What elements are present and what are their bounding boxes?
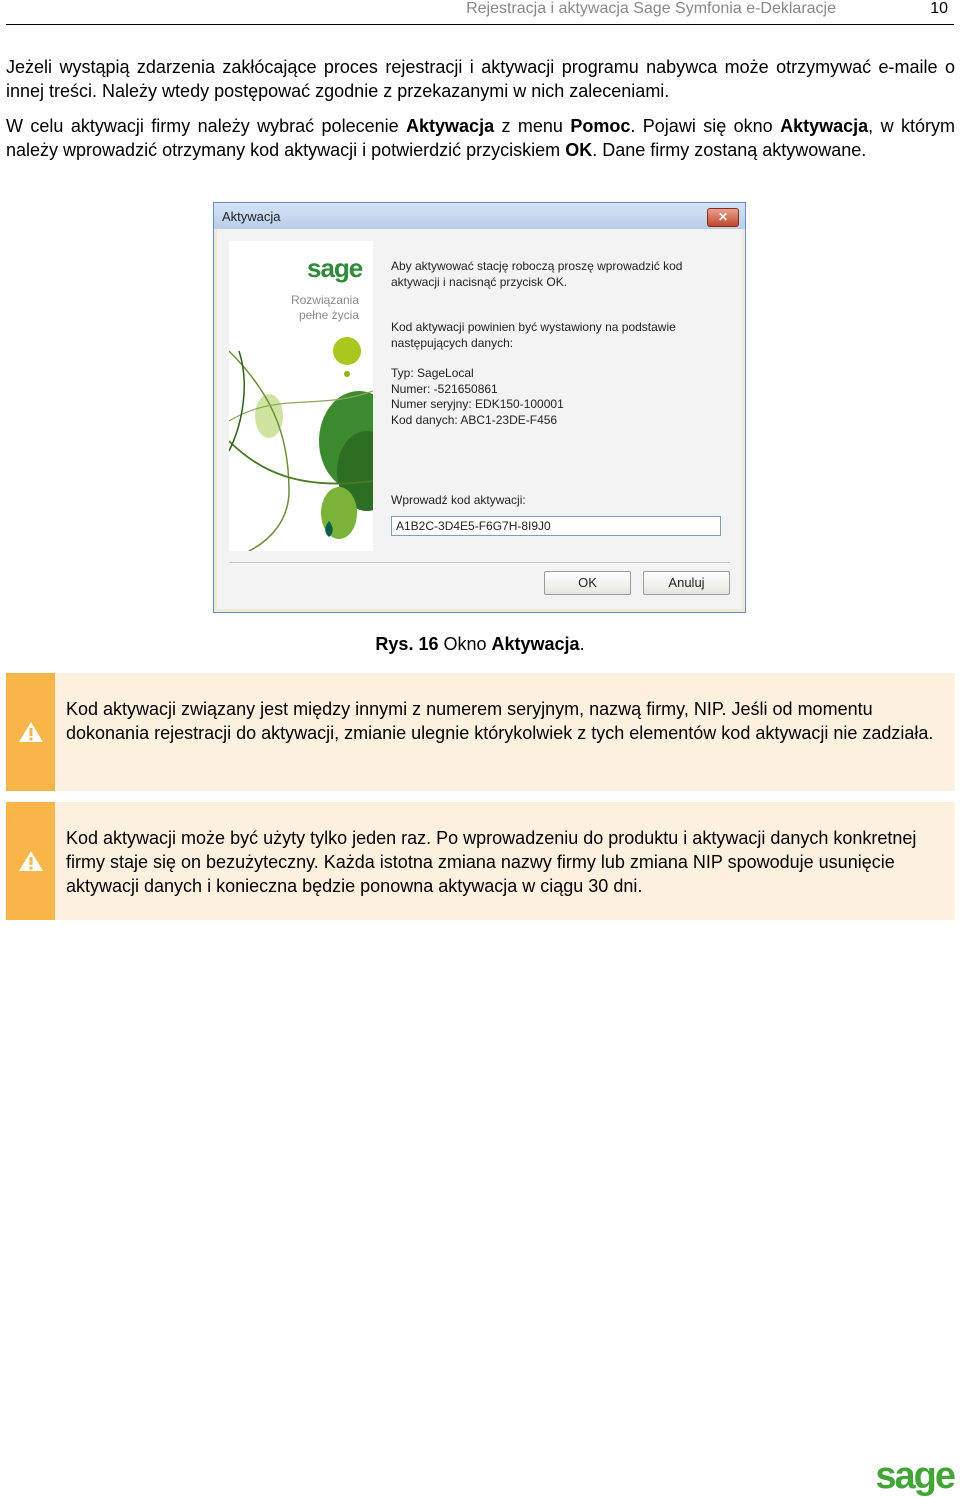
dialog-instruction: Aby aktywować stację roboczą proszę wprowadzić kod aktywacji i nacisnąć przycisk OK. — [391, 259, 683, 289]
paragraph-1: Jeżeli wystąpią zdarzenia zakłócające proces rejestracji i aktywacji programu nabywca może otrzymywać e-maile o innej treści. Należy wtedy postępować zgodnie z przekazanymi w nich zaleceniami. — [6, 57, 955, 101]
caption-text: Okno — [438, 634, 492, 654]
close-icon[interactable]: ✕ — [707, 208, 739, 227]
cancel-button[interactable]: Anuluj — [643, 571, 730, 595]
text-span: . Dane firmy zostaną aktywowane. — [592, 140, 867, 160]
warning-text-2: Kod aktywacji może być użyty tylko jeden raz. Po wprowadzeniu do produktu i aktywacji danych konkretnej firmy staje się on bezużyteczny. Każda istotna zmiana nazwy firmy lub zmiana NIP spowoduje usunięcie aktywacji danych i konieczna będzie ponowna aktywacja w ciągu 30 dni. — [66, 828, 917, 896]
dialog-title: Aktywacja — [222, 209, 281, 224]
warning-icon — [18, 850, 44, 872]
ok-button[interactable]: OK — [544, 571, 631, 595]
bold-ok: OK — [565, 140, 593, 160]
leaf-decoration-icon — [229, 241, 373, 551]
page-number: 10 — [930, 0, 948, 17]
text-span: . Pojawi się okno — [630, 116, 781, 136]
warning-note-2 — [6, 802, 955, 920]
slogan-line-2: pełne życia — [298, 308, 359, 322]
dialog-separator — [229, 562, 730, 564]
sage-branding-panel — [229, 241, 373, 551]
caption-suffix: . — [579, 634, 585, 654]
header-title: Rejestracja i aktywacja Sage Symfonia e-Deklaracje — [466, 0, 836, 17]
text-span: z menu — [494, 116, 571, 136]
dialog-body — [217, 229, 742, 609]
activation-code-input[interactable]: A1B2C-3D4E5-F6G7H-8I9J0 — [391, 516, 721, 536]
bold-aktywacja-window: Aktywacja — [780, 116, 869, 136]
caption-bold: Aktywacja — [491, 634, 580, 654]
slogan-line-1: Rozwiązania — [290, 293, 359, 307]
page-header — [6, 0, 954, 25]
figure-caption — [0, 633, 960, 655]
text-span: , w którym należy wprowadzić otrzymany kod aktywacji i potwierdzić przyciskiem — [6, 116, 955, 160]
paragraph-2 — [6, 114, 955, 162]
footer-sage-logo: sage — [875, 1455, 954, 1497]
activation-dialog-screenshot — [213, 202, 746, 613]
warning-icon — [18, 721, 44, 743]
text-span: W celu aktywacji firmy należy wybrać polecenie — [6, 116, 407, 136]
warning-text-1: Kod aktywacji związany jest między innymi z numerem seryjnym, nazwą firmy, NIP. Jeśli od momentu dokonania rejestracji do aktywacji, zmianie ulegnie którykolwiek z tych elementów kod aktywacji nie zadziała. — [66, 699, 934, 743]
dialog-titlebar — [214, 203, 745, 229]
warning-note-1 — [6, 673, 955, 791]
sage-logo: sage — [307, 253, 363, 283]
dialog-basis-text: Kod aktywacji powinien być wystawiony na podstawie następujących danych: — [391, 320, 676, 350]
bold-pomoc: Pomoc — [570, 116, 631, 136]
bold-aktywacja: Aktywacja — [406, 116, 495, 136]
dialog-data-lines: Typ: SageLocal Numer: -521650861 Numer seryjny: EDK150-100001 Kod danych: ABC1-23DE-F456 — [391, 366, 564, 427]
caption-number: Rys. 16 — [375, 634, 439, 654]
activation-code-label: Wprowadź kod aktywacji: — [391, 493, 526, 507]
